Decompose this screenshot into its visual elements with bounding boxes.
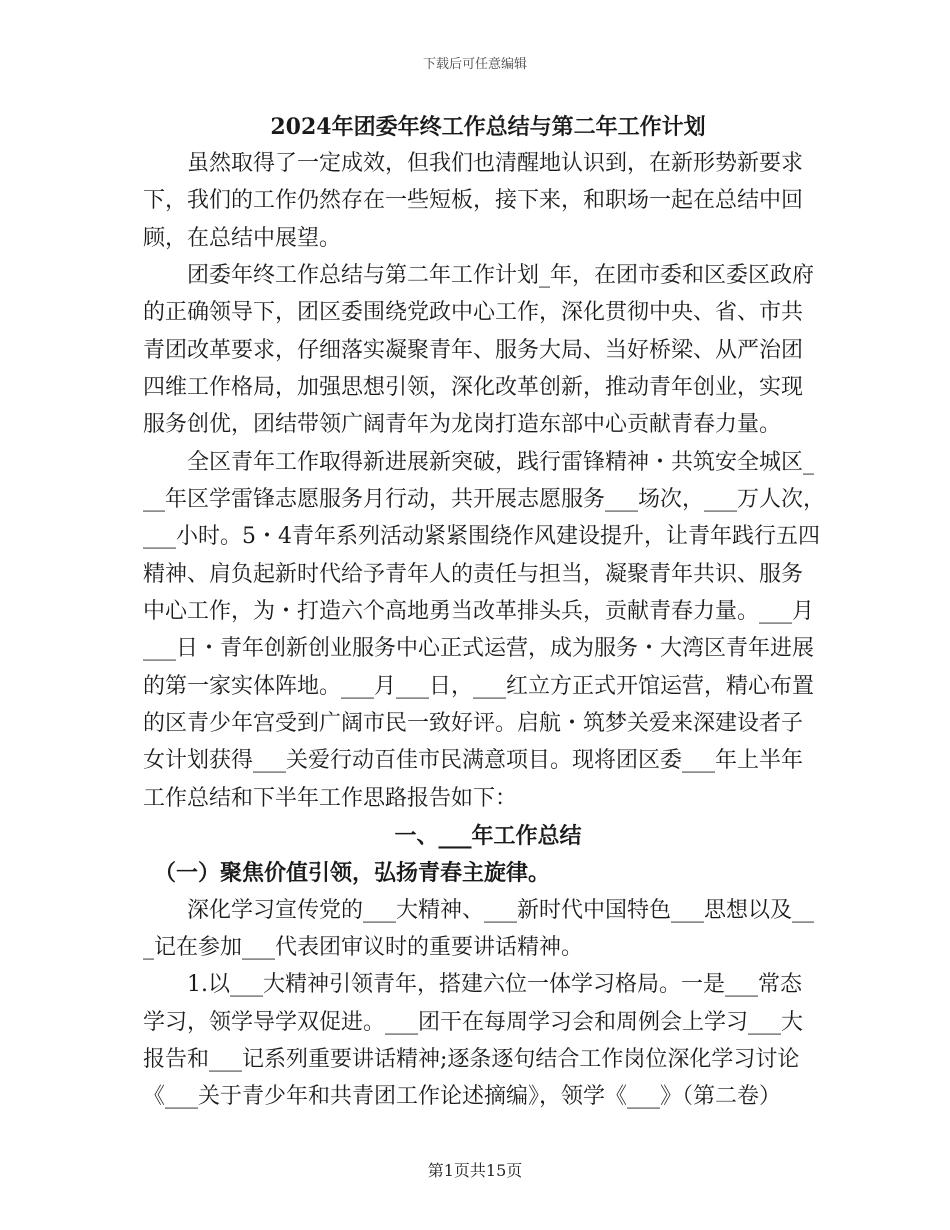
body-line: 的正确领导下，团区委围绕党政中心工作，深化贯彻中央、省、市共 bbox=[143, 300, 804, 325]
subsection-heading: （一）聚焦价值引领，弘扬青春主旋律。 bbox=[143, 860, 551, 886]
body-line: 《___关于青少年和共青团工作论述摘编》，领学《___》（第二卷） bbox=[143, 1084, 782, 1109]
body-line: 精神、肩负起新时代给予青年人的责任与担当，凝聚青年共识、服务 bbox=[143, 562, 804, 587]
body-line: 的区青少年宫受到广阔市民一致好评。启航・筑梦关爱来深建设者子 bbox=[143, 711, 804, 736]
body-line: _记在参加___代表团审议时的重要讲话精神。 bbox=[143, 935, 584, 960]
body-line: ___小时。5・4青年系列活动紧紧围绕作风建设提升，让青年践行五四 bbox=[143, 524, 820, 549]
body-line: 中心工作，为・打造六个高地勇当改革排头兵，贡献青春力量。___月 bbox=[143, 599, 815, 624]
body-line: 学习，领学导学双促进。___团干在每周学习会和周例会上学习___大 bbox=[143, 1010, 804, 1035]
document-title: 2024年团委年终工作总结与第二年工作计划 bbox=[270, 114, 706, 140]
body-line: 工作总结和下半年工作思路报告如下： bbox=[143, 786, 518, 811]
body-line: 下，我们的工作仍然存在一些短板，接下来，和职场一起在总结中回 bbox=[143, 188, 804, 213]
download-note: 下载后可任意编辑 bbox=[422, 57, 527, 72]
body-line: 青团改革要求，仔细落实凝聚青年、服务大局、当好桥梁、从严治团 bbox=[143, 338, 804, 363]
body-line: 全区青年工作取得新进展新突破，践行雷锋精神・共筑安全城区_ bbox=[143, 450, 815, 475]
body-line: __年区学雷锋志愿服务月行动，共开展志愿服务___场次，___万人次， bbox=[143, 487, 826, 512]
body-line: 深化学习宣传党的___大精神、___新时代中国特色___思想以及__ bbox=[143, 898, 815, 923]
section-heading: 一、___年工作总结 bbox=[394, 823, 582, 849]
body-line: 团委年终工作总结与第二年工作计划_年，在团市委和区委区政府 bbox=[143, 263, 815, 288]
body-line: 四维工作格局，加强思想引领，深化改革创新，推动青年创业，实现 bbox=[143, 375, 804, 400]
body-line: ___日・青年创新创业服务中心正式运营，成为服务・大湾区青年进展 bbox=[143, 636, 815, 661]
body-line: 虽然取得了一定成效，但我们也清醒地认识到，在新形势新要求 bbox=[143, 151, 804, 176]
body-line: 女计划获得___关爱行动百佳市民满意项目。现将团区委___年上半年 bbox=[143, 748, 804, 773]
body-line: 顾，在总结中展望。 bbox=[143, 226, 342, 251]
body-line: 1.以___大精神引领青年，搭建六位一体学习格局。一是___常态 bbox=[143, 972, 802, 997]
body-line: 的第一家实体阵地。___月___日，___红立方正式开馆运营，精心布置 bbox=[143, 674, 815, 699]
body-line: 报告和___记系列重要讲话精神;逐条逐句结合工作岗位深化学习讨论 bbox=[143, 1047, 800, 1072]
page-number: 第1页共15页 bbox=[427, 1161, 523, 1180]
body-line: 服务创优，团结带领广阔青年为龙岗打造东部中心贡献青春力量。 bbox=[143, 412, 782, 437]
